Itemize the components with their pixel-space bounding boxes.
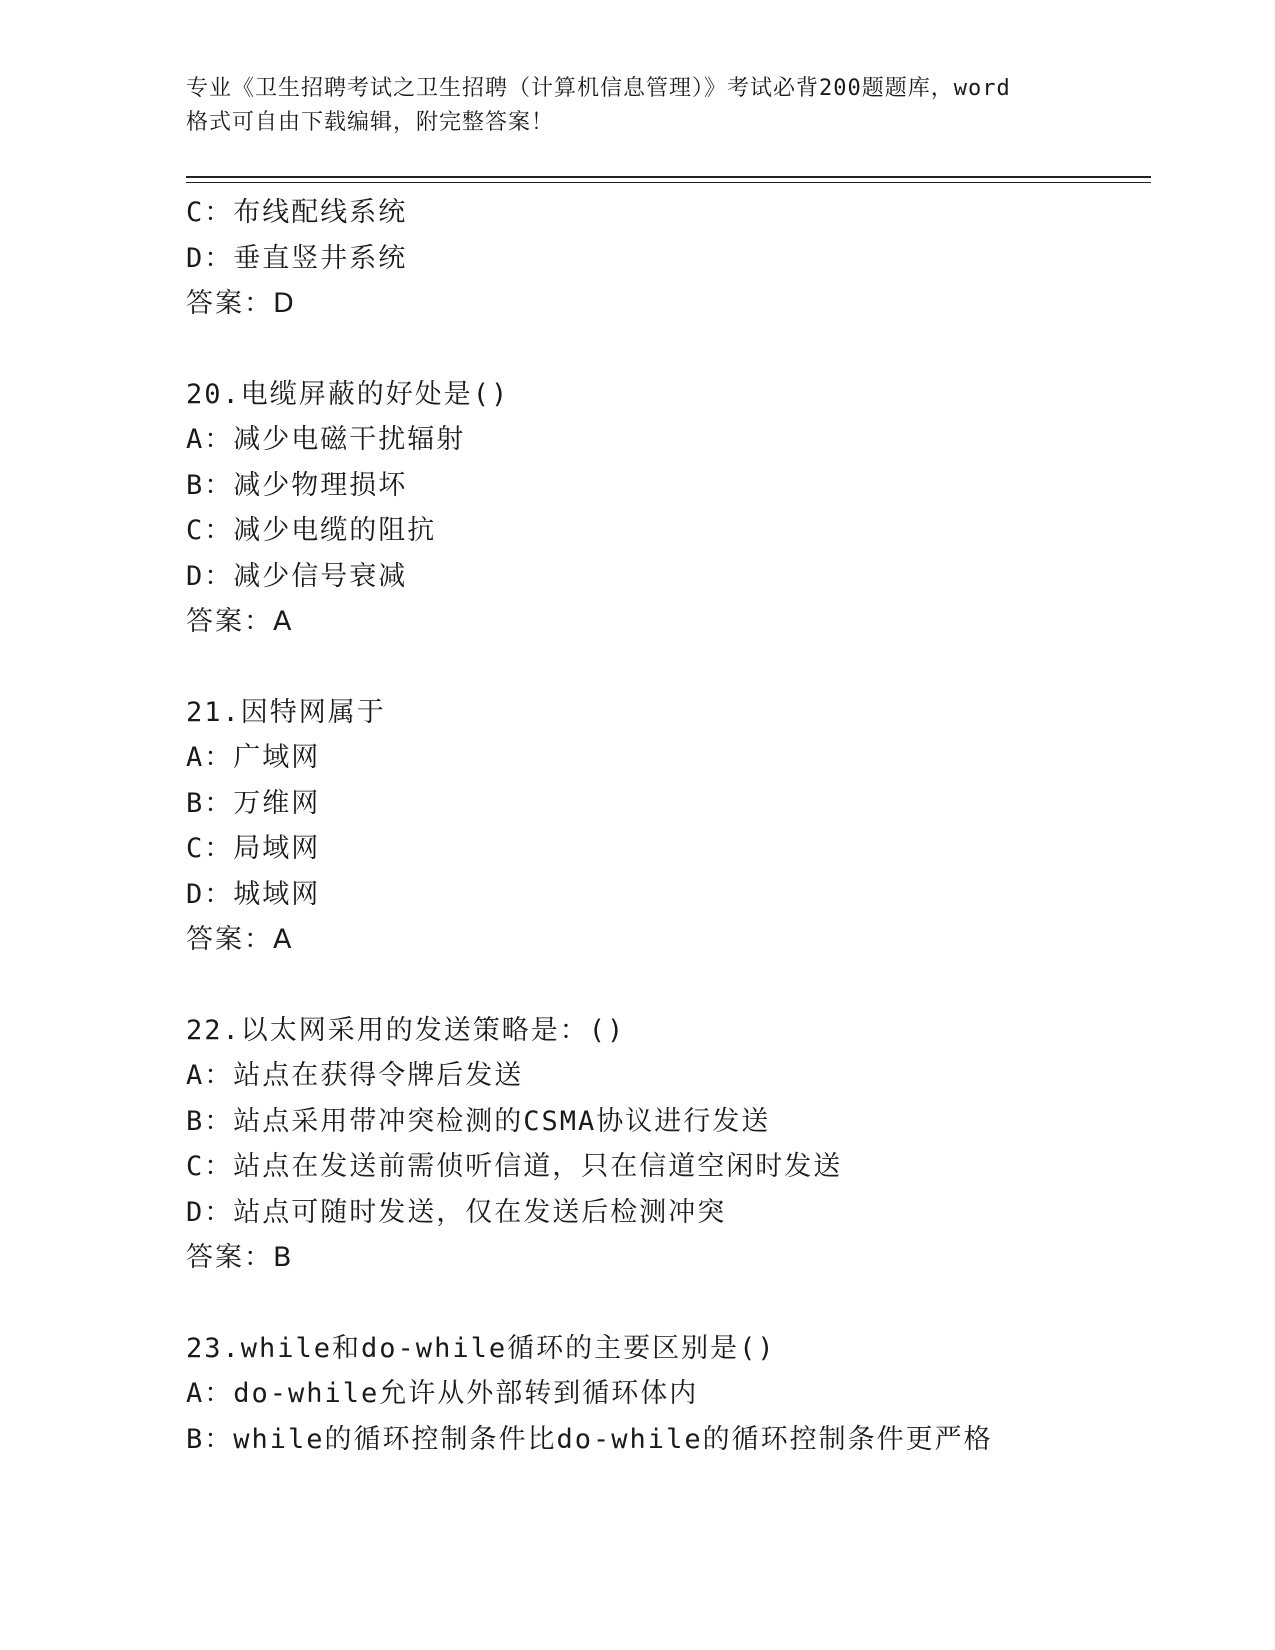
answer-line: 答案：B	[186, 1242, 294, 1273]
question-block-23	[186, 1326, 1146, 1463]
question-list	[186, 190, 1146, 1462]
option-b: B：减少物理损坏	[186, 469, 408, 501]
question-block-21	[186, 690, 1146, 963]
option-d: D：站点可随时发送，仅在发送后检测冲突	[186, 1196, 727, 1228]
spacer	[186, 963, 1146, 1008]
option-a: A：do-while允许从外部转到循环体内	[186, 1378, 699, 1409]
option-b: B：while的循环控制条件比do-while的循环控制条件更严格	[186, 1423, 993, 1455]
spacer	[186, 327, 1146, 372]
option-a: A：站点在获得令牌后发送	[186, 1060, 524, 1091]
answer-line: 答案：D	[186, 288, 296, 319]
question-text: 22.以太网采用的发送策略是：()	[186, 1014, 626, 1046]
option-d: D：城域网	[186, 878, 321, 910]
spacer	[186, 1281, 1146, 1326]
option-d: D：垂直竖井系统	[186, 242, 408, 274]
question-block-19	[186, 190, 1146, 327]
option-a: A：广域网	[186, 742, 321, 773]
header-line-2: 格式可自由下载编辑，附完整答案！	[186, 110, 555, 135]
question-text: 21.因特网属于	[186, 696, 386, 728]
answer-line: 答案：A	[186, 924, 294, 955]
question-block-22	[186, 1008, 1146, 1281]
option-c: C：局域网	[186, 833, 321, 864]
document-header	[186, 72, 1086, 140]
answer-line: 答案：A	[186, 606, 294, 637]
option-a: A：减少电磁干扰辐射	[186, 424, 466, 455]
option-c: C：站点在发送前需侦听信道，只在信道空闲时发送	[186, 1151, 843, 1182]
question-text: 23.while和do-while循环的主要区别是()	[186, 1332, 776, 1364]
question-text: 20.电缆屏蔽的好处是()	[186, 378, 510, 410]
option-b: B：万维网	[186, 787, 321, 819]
question-block-20	[186, 372, 1146, 645]
spacer	[186, 645, 1146, 690]
header-divider-thick	[186, 176, 1151, 178]
option-c: C：减少电缆的阻抗	[186, 515, 437, 546]
header-divider-thin	[186, 182, 1151, 183]
option-b: B：站点采用带冲突检测的CSMA协议进行发送	[186, 1105, 771, 1137]
option-c: C：布线配线系统	[186, 197, 408, 228]
header-line-1: 专业《卫生招聘考试之卫生招聘（计算机信息管理）》考试必背200题题库，word	[186, 76, 1011, 101]
option-d: D：减少信号衰减	[186, 560, 408, 592]
